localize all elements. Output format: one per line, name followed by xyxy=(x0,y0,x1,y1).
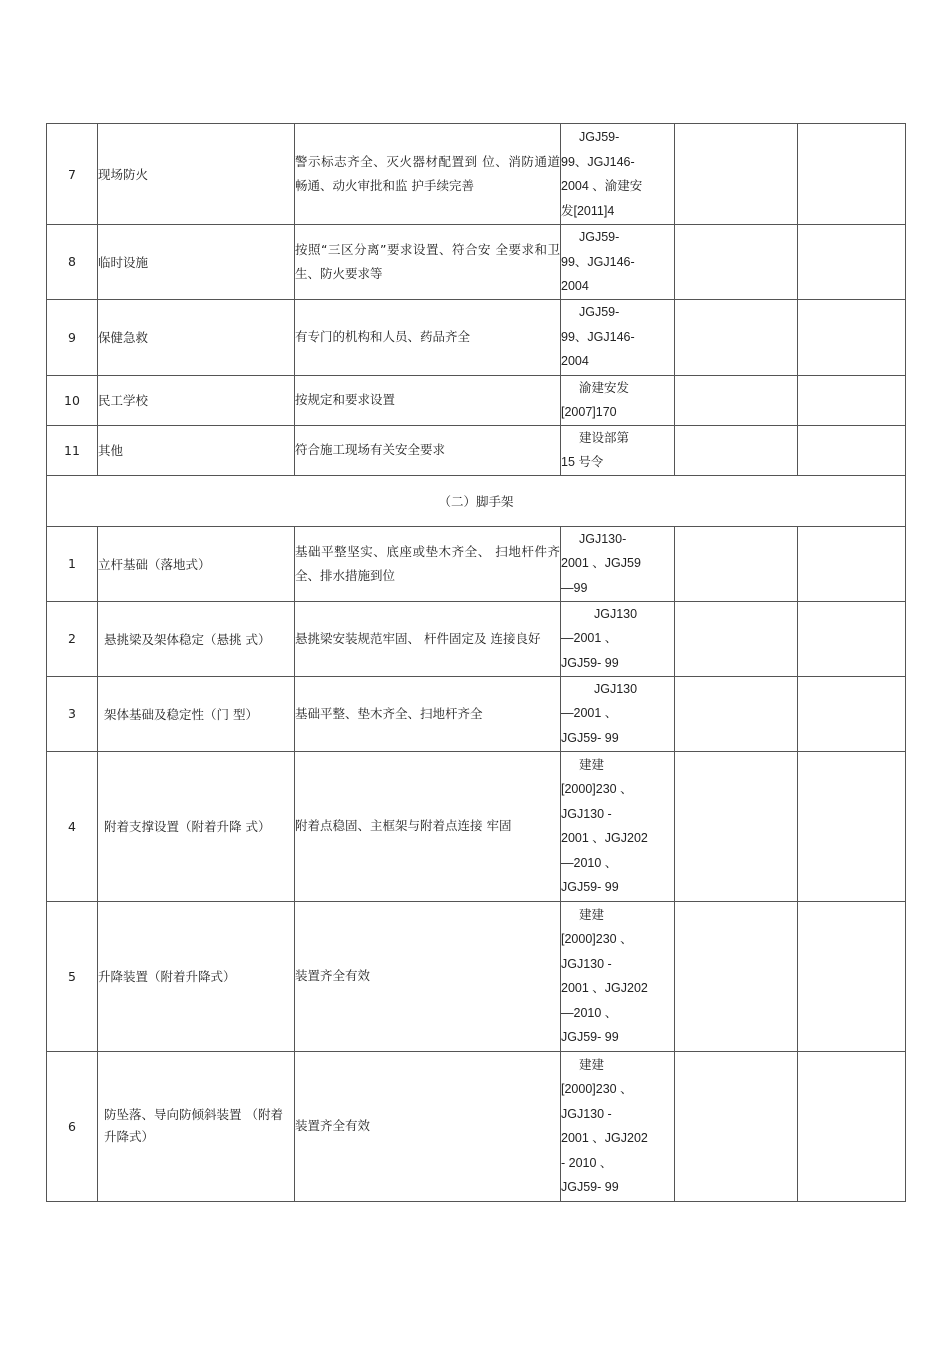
standard-reference xyxy=(561,124,675,225)
table-row xyxy=(47,124,906,225)
row-number: 4 xyxy=(47,751,98,901)
standard-line: 2001 、JGJ59 xyxy=(561,556,641,571)
standard-line: JGJ130 - xyxy=(561,1106,612,1121)
empty-cell xyxy=(798,901,906,1051)
standard-reference xyxy=(561,751,675,901)
table-row xyxy=(47,425,906,475)
section-header-row xyxy=(47,475,906,526)
empty-cell xyxy=(798,601,906,676)
row-number: 9 xyxy=(47,299,98,375)
standard-line: [2007]170 xyxy=(561,405,617,419)
empty-cell xyxy=(675,299,798,375)
standard-line: 99、JGJ146- xyxy=(561,329,635,344)
standard-line: 99、JGJ146- xyxy=(561,154,635,169)
standard-line: [2000]230 、 xyxy=(561,1082,633,1096)
requirement: 按照“三区分离”要求设置、符合安 全要求和卫生、防火要求等 xyxy=(295,225,561,300)
standard-line: 15 号令 xyxy=(561,455,604,469)
standard-line: JGJ130 - xyxy=(561,806,612,821)
standard-line: —99 xyxy=(561,580,588,595)
check-item: 悬挑梁及架体稳定（悬挑 式） xyxy=(98,601,295,676)
check-item: 其他 xyxy=(98,425,295,475)
check-item: 附着支撑设置（附着升降 式） xyxy=(98,751,295,901)
standard-line: 2004 、渝建安 xyxy=(561,179,643,193)
check-item: 防坠落、导向防倾斜装置 （附着升降式） xyxy=(98,1051,295,1201)
row-number: 5 xyxy=(47,901,98,1051)
requirement: 有专门的机构和人员、药品齐全 xyxy=(295,299,561,375)
standard-reference xyxy=(561,601,675,676)
table-row xyxy=(47,751,906,901)
standard-line: 建建 xyxy=(579,907,605,922)
standard-reference xyxy=(561,299,675,375)
row-number: 10 xyxy=(47,375,98,425)
empty-cell xyxy=(675,375,798,425)
row-number: 8 xyxy=(47,225,98,300)
standard-line: 99、JGJ146- xyxy=(561,254,635,269)
standard-line: JGJ130- xyxy=(579,531,627,546)
requirement: 悬挑梁安装规范牢固、 杆件固定及 连接良好 xyxy=(295,601,561,676)
check-item: 升降装置（附着升降式） xyxy=(98,901,295,1051)
empty-cell xyxy=(798,526,906,601)
row-number: 11 xyxy=(47,425,98,475)
requirement: 基础平整、垫木齐全、扫地杆齐全 xyxy=(295,676,561,751)
empty-cell xyxy=(798,676,906,751)
row-number: 7 xyxy=(47,124,98,225)
standard-reference xyxy=(561,375,675,425)
standard-line: —2001 、 xyxy=(561,706,618,721)
standard-line: - 2010 、 xyxy=(561,1155,613,1170)
empty-cell xyxy=(675,124,798,225)
standard-line: JGJ59- xyxy=(579,130,620,144)
standard-line: 2001 、JGJ202 xyxy=(561,981,648,995)
standard-line: —2010 、 xyxy=(561,855,618,870)
empty-cell xyxy=(798,299,906,375)
standard-line: JGJ59- 99 xyxy=(561,730,619,745)
standard-line: 建设部第 xyxy=(579,430,630,445)
standard-line: 建建 xyxy=(579,1057,605,1072)
requirement: 符合施工现场有关安全要求 xyxy=(295,425,561,475)
standard-line: JGJ130 xyxy=(594,681,638,696)
standard-line: —2001 、 xyxy=(561,631,618,646)
empty-cell xyxy=(675,425,798,475)
empty-cell xyxy=(675,676,798,751)
standard-line: JGJ59- xyxy=(579,230,620,244)
standard-line: 2004 xyxy=(561,279,589,293)
row-number: 2 xyxy=(47,601,98,676)
empty-cell xyxy=(798,124,906,225)
standard-line: 2004 xyxy=(561,354,589,369)
empty-cell xyxy=(798,225,906,300)
row-number: 6 xyxy=(47,1051,98,1201)
check-item: 临时设施 xyxy=(98,225,295,300)
standard-line: [2000]230 、 xyxy=(561,782,633,796)
standard-line: 2001 、JGJ202 xyxy=(561,831,648,845)
standard-reference xyxy=(561,901,675,1051)
standard-line: JGJ59- 99 xyxy=(561,655,619,670)
table-row xyxy=(47,1051,906,1201)
table-row xyxy=(47,676,906,751)
standard-reference xyxy=(561,1051,675,1201)
standard-line: [2000]230 、 xyxy=(561,932,633,946)
standard-line: 2001 、JGJ202 xyxy=(561,1131,648,1145)
empty-cell xyxy=(675,751,798,901)
standard-line: JGJ130 - xyxy=(561,956,612,971)
requirement: 基础平整坚实、底座或垫木齐全、 扫地杆件齐全、排水措施到位 xyxy=(295,526,561,601)
table-row xyxy=(47,601,906,676)
empty-cell xyxy=(675,601,798,676)
section-title: （二）脚手架 xyxy=(47,475,906,526)
standard-line: 渝建安发 xyxy=(579,380,630,395)
standard-line: JGJ59- 99 xyxy=(561,880,619,894)
empty-cell xyxy=(675,1051,798,1201)
requirement: 装置齐全有效 xyxy=(295,1051,561,1201)
requirement: 按规定和要求设置 xyxy=(295,375,561,425)
table-row xyxy=(47,901,906,1051)
standard-reference xyxy=(561,225,675,300)
empty-cell xyxy=(798,375,906,425)
standard-line: —2010 、 xyxy=(561,1005,618,1020)
inspection-table xyxy=(46,123,906,1202)
check-item: 保健急救 xyxy=(98,299,295,375)
empty-cell xyxy=(675,225,798,300)
empty-cell xyxy=(675,901,798,1051)
check-item: 架体基础及稳定性（门 型） xyxy=(98,676,295,751)
table-row xyxy=(47,526,906,601)
table-row xyxy=(47,225,906,300)
empty-cell xyxy=(675,526,798,601)
standard-line: JGJ130 xyxy=(594,606,638,621)
standard-line: JGJ59- xyxy=(579,305,620,320)
standard-line: 建建 xyxy=(579,757,605,772)
standard-reference xyxy=(561,526,675,601)
requirement: 附着点稳固、主框架与附着点连接 牢固 xyxy=(295,751,561,901)
standard-line: JGJ59- 99 xyxy=(561,1030,619,1044)
check-item: 立杆基础（落地式） xyxy=(98,526,295,601)
standard-reference xyxy=(561,425,675,475)
row-number: 3 xyxy=(47,676,98,751)
row-number: 1 xyxy=(47,526,98,601)
empty-cell xyxy=(798,751,906,901)
standard-line: JGJ59- 99 xyxy=(561,1180,619,1194)
table-row xyxy=(47,375,906,425)
requirement: 装置齐全有效 xyxy=(295,901,561,1051)
standard-reference xyxy=(561,676,675,751)
empty-cell xyxy=(798,1051,906,1201)
requirement: 警示标志齐全、灭火器材配置到 位、消防通道畅通、动火审批和监 护手续完善 xyxy=(295,124,561,225)
empty-cell xyxy=(798,425,906,475)
standard-line: 发[2011]4 xyxy=(561,203,615,218)
check-item: 现场防火 xyxy=(98,124,295,225)
check-item: 民工学校 xyxy=(98,375,295,425)
table-row xyxy=(47,299,906,375)
